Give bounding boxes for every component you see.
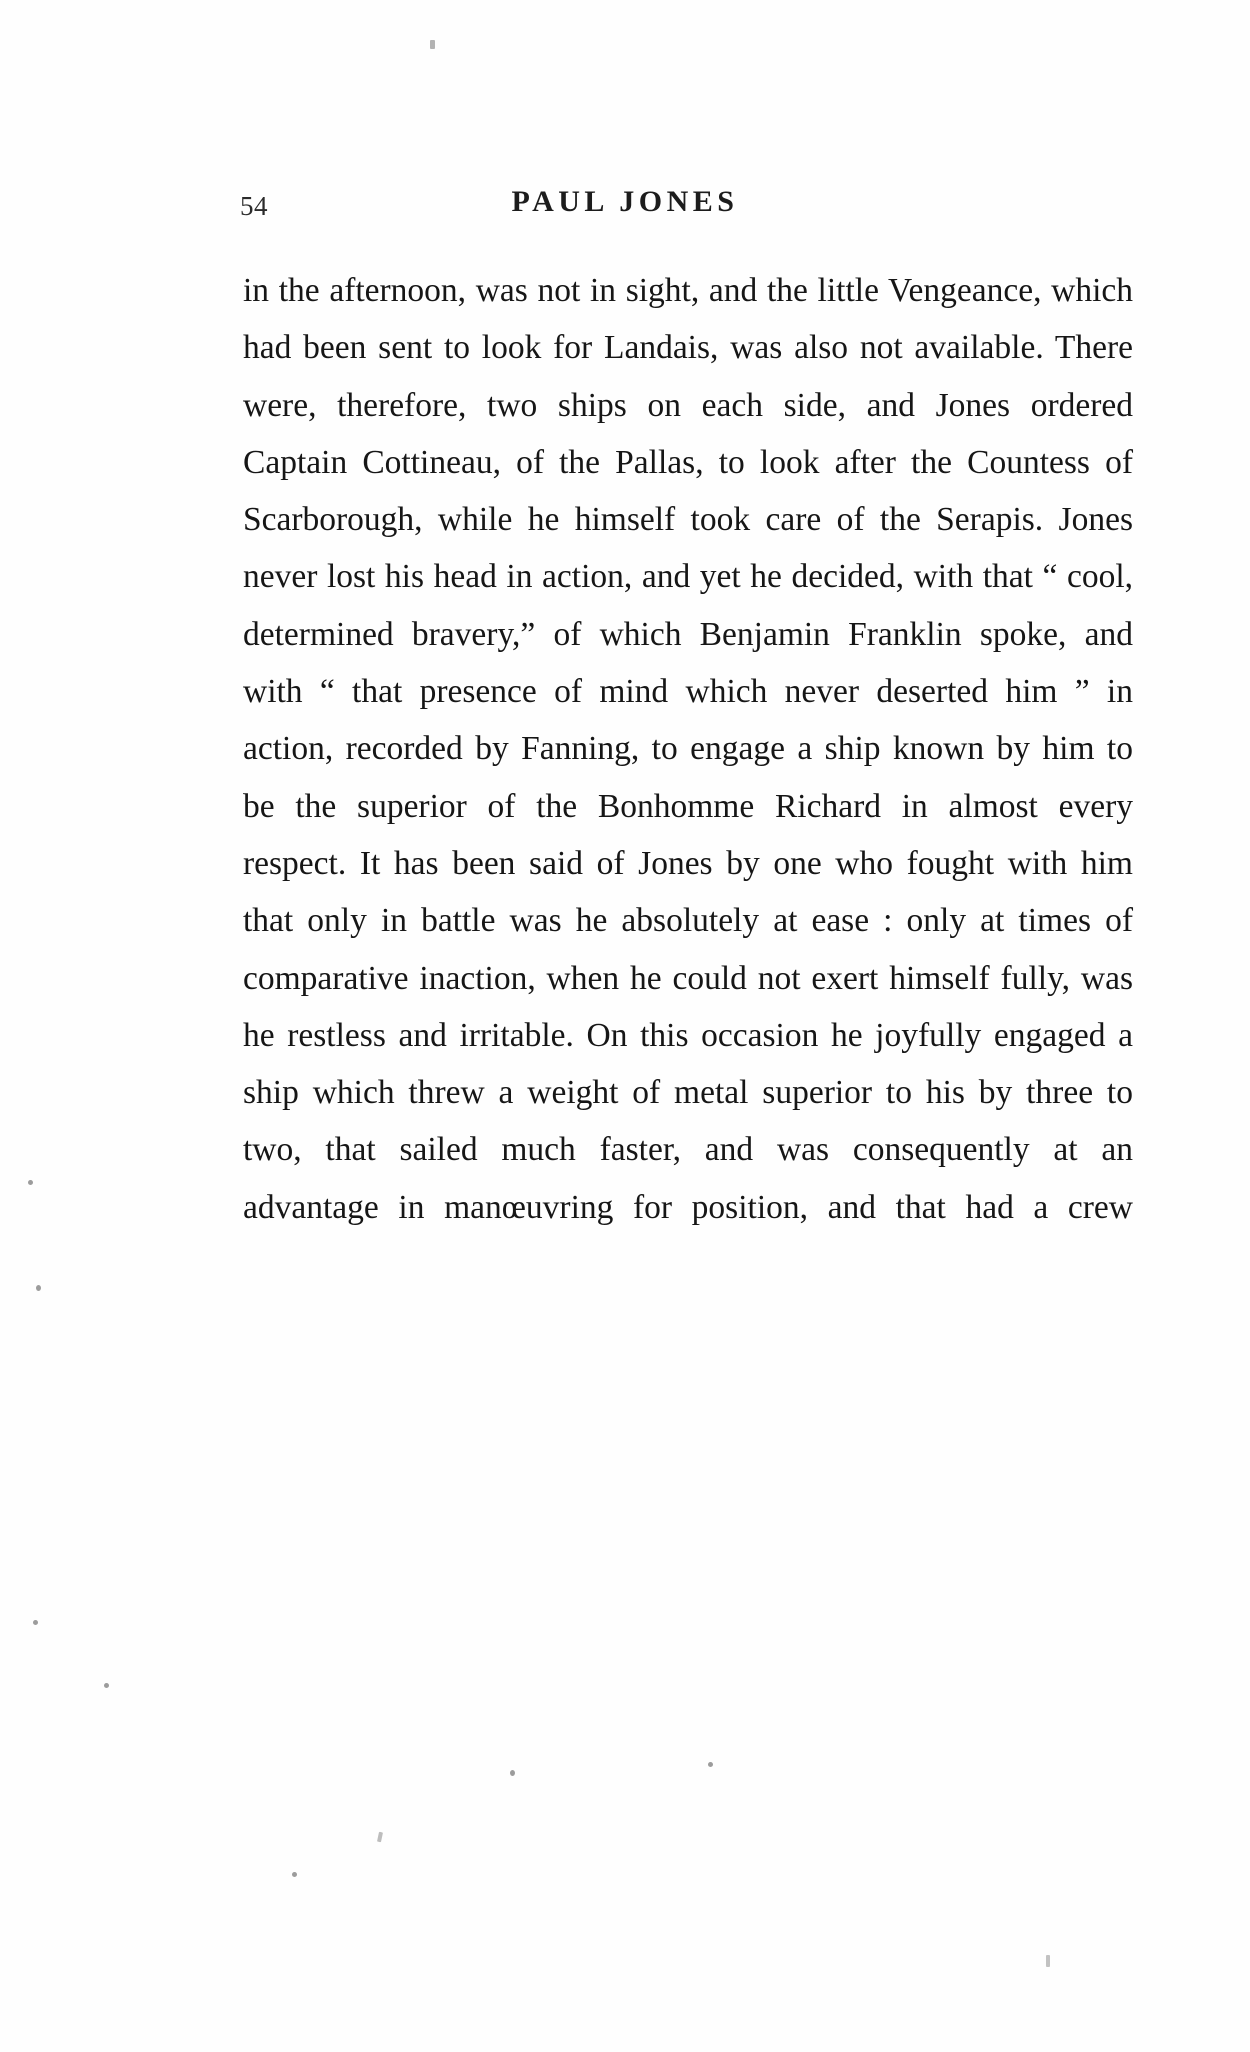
page-header	[240, 185, 1010, 225]
page-body	[243, 262, 1133, 1293]
running-title: PAUL JONES	[511, 185, 739, 218]
scan-speck	[708, 1762, 713, 1767]
scan-speck	[430, 40, 435, 49]
body-paragraph: in the afternoon, was not in sight, and the little Vengeance, which had been sent to look for Landais, was also not available. There were, therefore, two ships on each side, and Jones ordered Captain Cottineau, of the Pallas, to look after the Countess of Scarborough, while he himself took care of the Serapis. Jones never lost his head in action, and yet he decided, with that “ cool, determined bravery,” of which Benjamin Franklin spoke, and with “ that presence of mind which never deserted him ” in action, recorded by Fanning, to engage a ship known by him to be the superior of the Bonhomme Richard in almost every respect. It has been said of Jones by one who fought with him that only in battle was he absolutely at ease : only at times of comparative inaction, when he could not exert himself fully, was he restless and irritable. On this occasion he joyfully engaged a ship which threw a weight of metal superior to his by three to two, that sailed much faster, and was consequently at an advantage in manœuvring for position, and that had a crew	[243, 272, 1133, 1226]
scan-speck	[377, 1832, 383, 1843]
scan-speck	[292, 1872, 297, 1877]
scan-speck	[1046, 1955, 1050, 1967]
scan-speck	[28, 1180, 33, 1185]
scan-speck	[510, 1770, 515, 1776]
page-number: 54	[240, 191, 268, 221]
scan-speck	[104, 1683, 109, 1688]
scan-speck	[33, 1620, 38, 1625]
scan-speck	[36, 1285, 41, 1291]
